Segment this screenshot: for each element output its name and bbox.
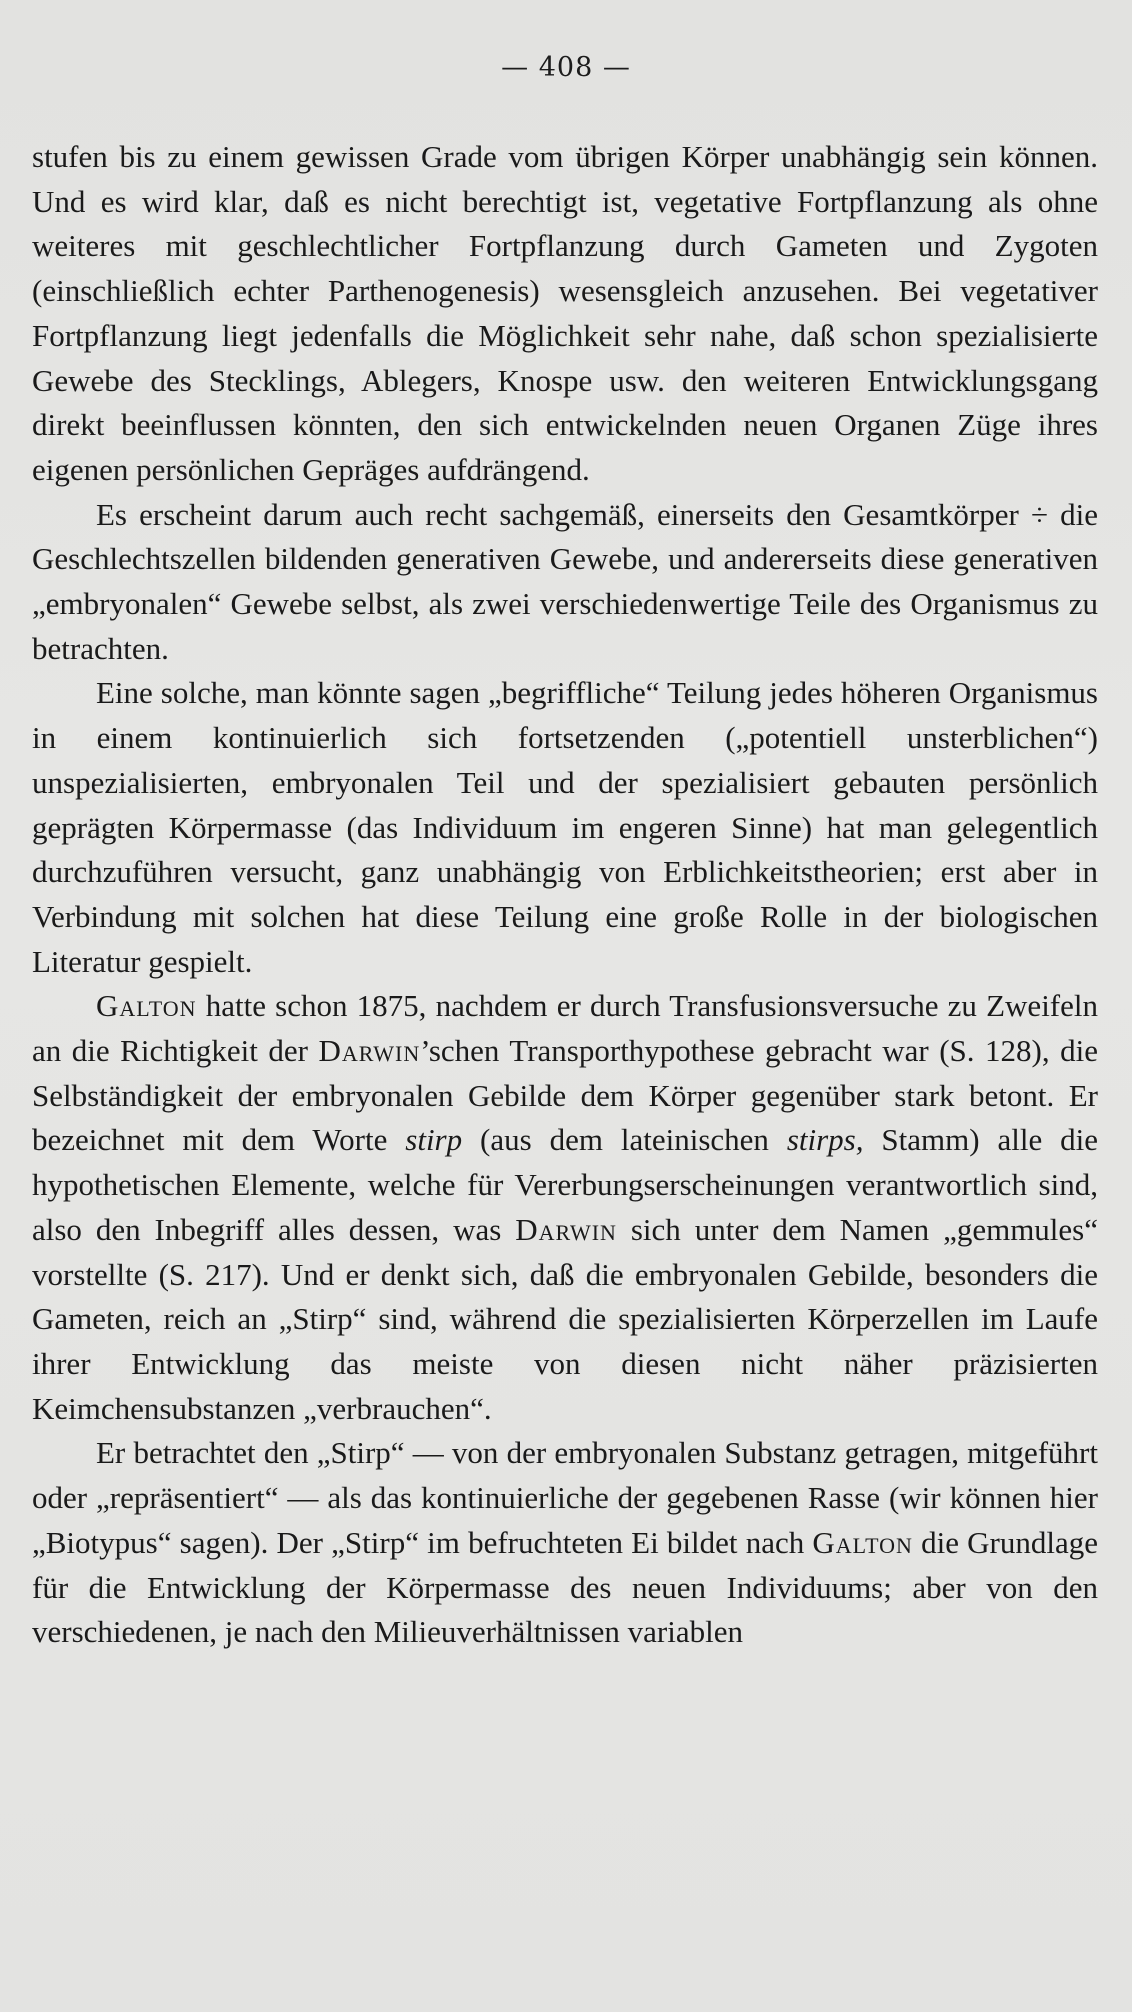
paragraph [32,984,1098,1431]
paragraph [32,671,1098,984]
italic-term: stirp [405,1122,463,1158]
paragraph [32,493,1098,672]
paragraph [32,1431,1098,1655]
text-run: sich unter dem Namen „gemmules“ vorstellte (S. 217). Und er denkt sich, daß die embryonalen Gebilde, besonders die Gameten, reich an „Stirp“ sind, während die spezialisierten Körperzellen im Laufe ihrer Entwicklung das meiste von diesen nicht näher präzisierten Keimchensubstanzen „verbrauchen“. [32,1211,1099,1426]
author-name: Galton [96,988,197,1024]
text-run: hatte schon 1875, nachdem er durch Transfusionsversuche zu Zweifeln an die Richtigkeit der [32,988,1098,1069]
author-name: Darwin [318,1033,421,1069]
paragraph [32,135,1098,493]
text-run: die Grundlage für die Entwicklung der Körpermasse des neuen Individuums; aber von den verschiedenen, je nach den Milieuverhältnissen variablen [32,1524,1099,1650]
text-run: Es erscheint darum auch recht sachgemäß, einerseits den Gesamtkörper ÷ die Geschlechtszellen bildenden generativen Gewebe, und andererseits diese generativen „embryonalen“ Gewebe selbst, als zwei verschiedenwertige Teile des Organismus zu betrachten. [32,496,1098,666]
body-text [32,135,1098,1655]
author-name: Galton [812,1524,913,1560]
text-run: (aus dem lateinischen [462,1122,787,1158]
page-number: — 408 — [501,52,631,83]
text-run: Stamm) alle die hypothetischen Elemente, welche für Vererbungserscheinungen verantwortlich sind, also den Inbegriff alles dessen, was [32,1122,1098,1247]
text-run: ’schen Transporthypothese gebracht war (S. 128), die Selbständigkeit der embryonalen Gebilde dem Körper gegenüber stark betont. Er bezeichnet mit dem Worte [32,1033,1098,1158]
italic-term: stirps, [786,1122,864,1158]
text-run: stufen bis zu einem gewissen Grade vom übrigen Körper unabhängig sein können. Und es wird klar, daß es nicht berechtigt ist, vegetative Fortpflanzung als ohne weiteres mit geschlechtlicher Fortpflanzung durch Gameten und Zygoten (einschließlich echter Parthenogenesis) wesensgleich anzusehen. Bei vegetativer Fortpflanzung liegt jedenfalls die Möglichkeit sehr nahe, daß schon spezialisierte Gewebe des Stecklings, Ablegers, Knospe usw. den weiteren Entwicklungsgang direkt beeinflussen könnten, den sich entwickelnden neuen Organen Züge ihres eigenen persönlichen Gepräges aufdrängend. [32,139,1098,487]
author-name: Darwin [515,1211,617,1247]
text-run: Eine solche, man könnte sagen „begriffliche“ Teilung jedes höheren Organismus in einem kontinuierlich sich fortsetzenden („potentiell unsterblichen“) unspezialisierten, embryonalen Teil und der spezialisiert gebauten persönlich geprägten Körpermasse (das Individuum im engeren Sinne) hat man gelegentlich durchzuführen versucht, ganz unabhängig von Erblichkeitstheorien; erst aber in Verbindung mit solchen hat diese Teilung eine große Rolle in der biologischen Literatur gespielt. [32,675,1098,979]
text-run: Er betrachtet den „Stirp“ — von der embryonalen Substanz getragen, mitgeführt oder „repräsentiert“ — als das kontinuierliche der gegebenen Rasse (wir können hier „Biotypus“ sagen). Der „Stirp“ im befruchteten Ei bildet nach [32,1435,1098,1560]
